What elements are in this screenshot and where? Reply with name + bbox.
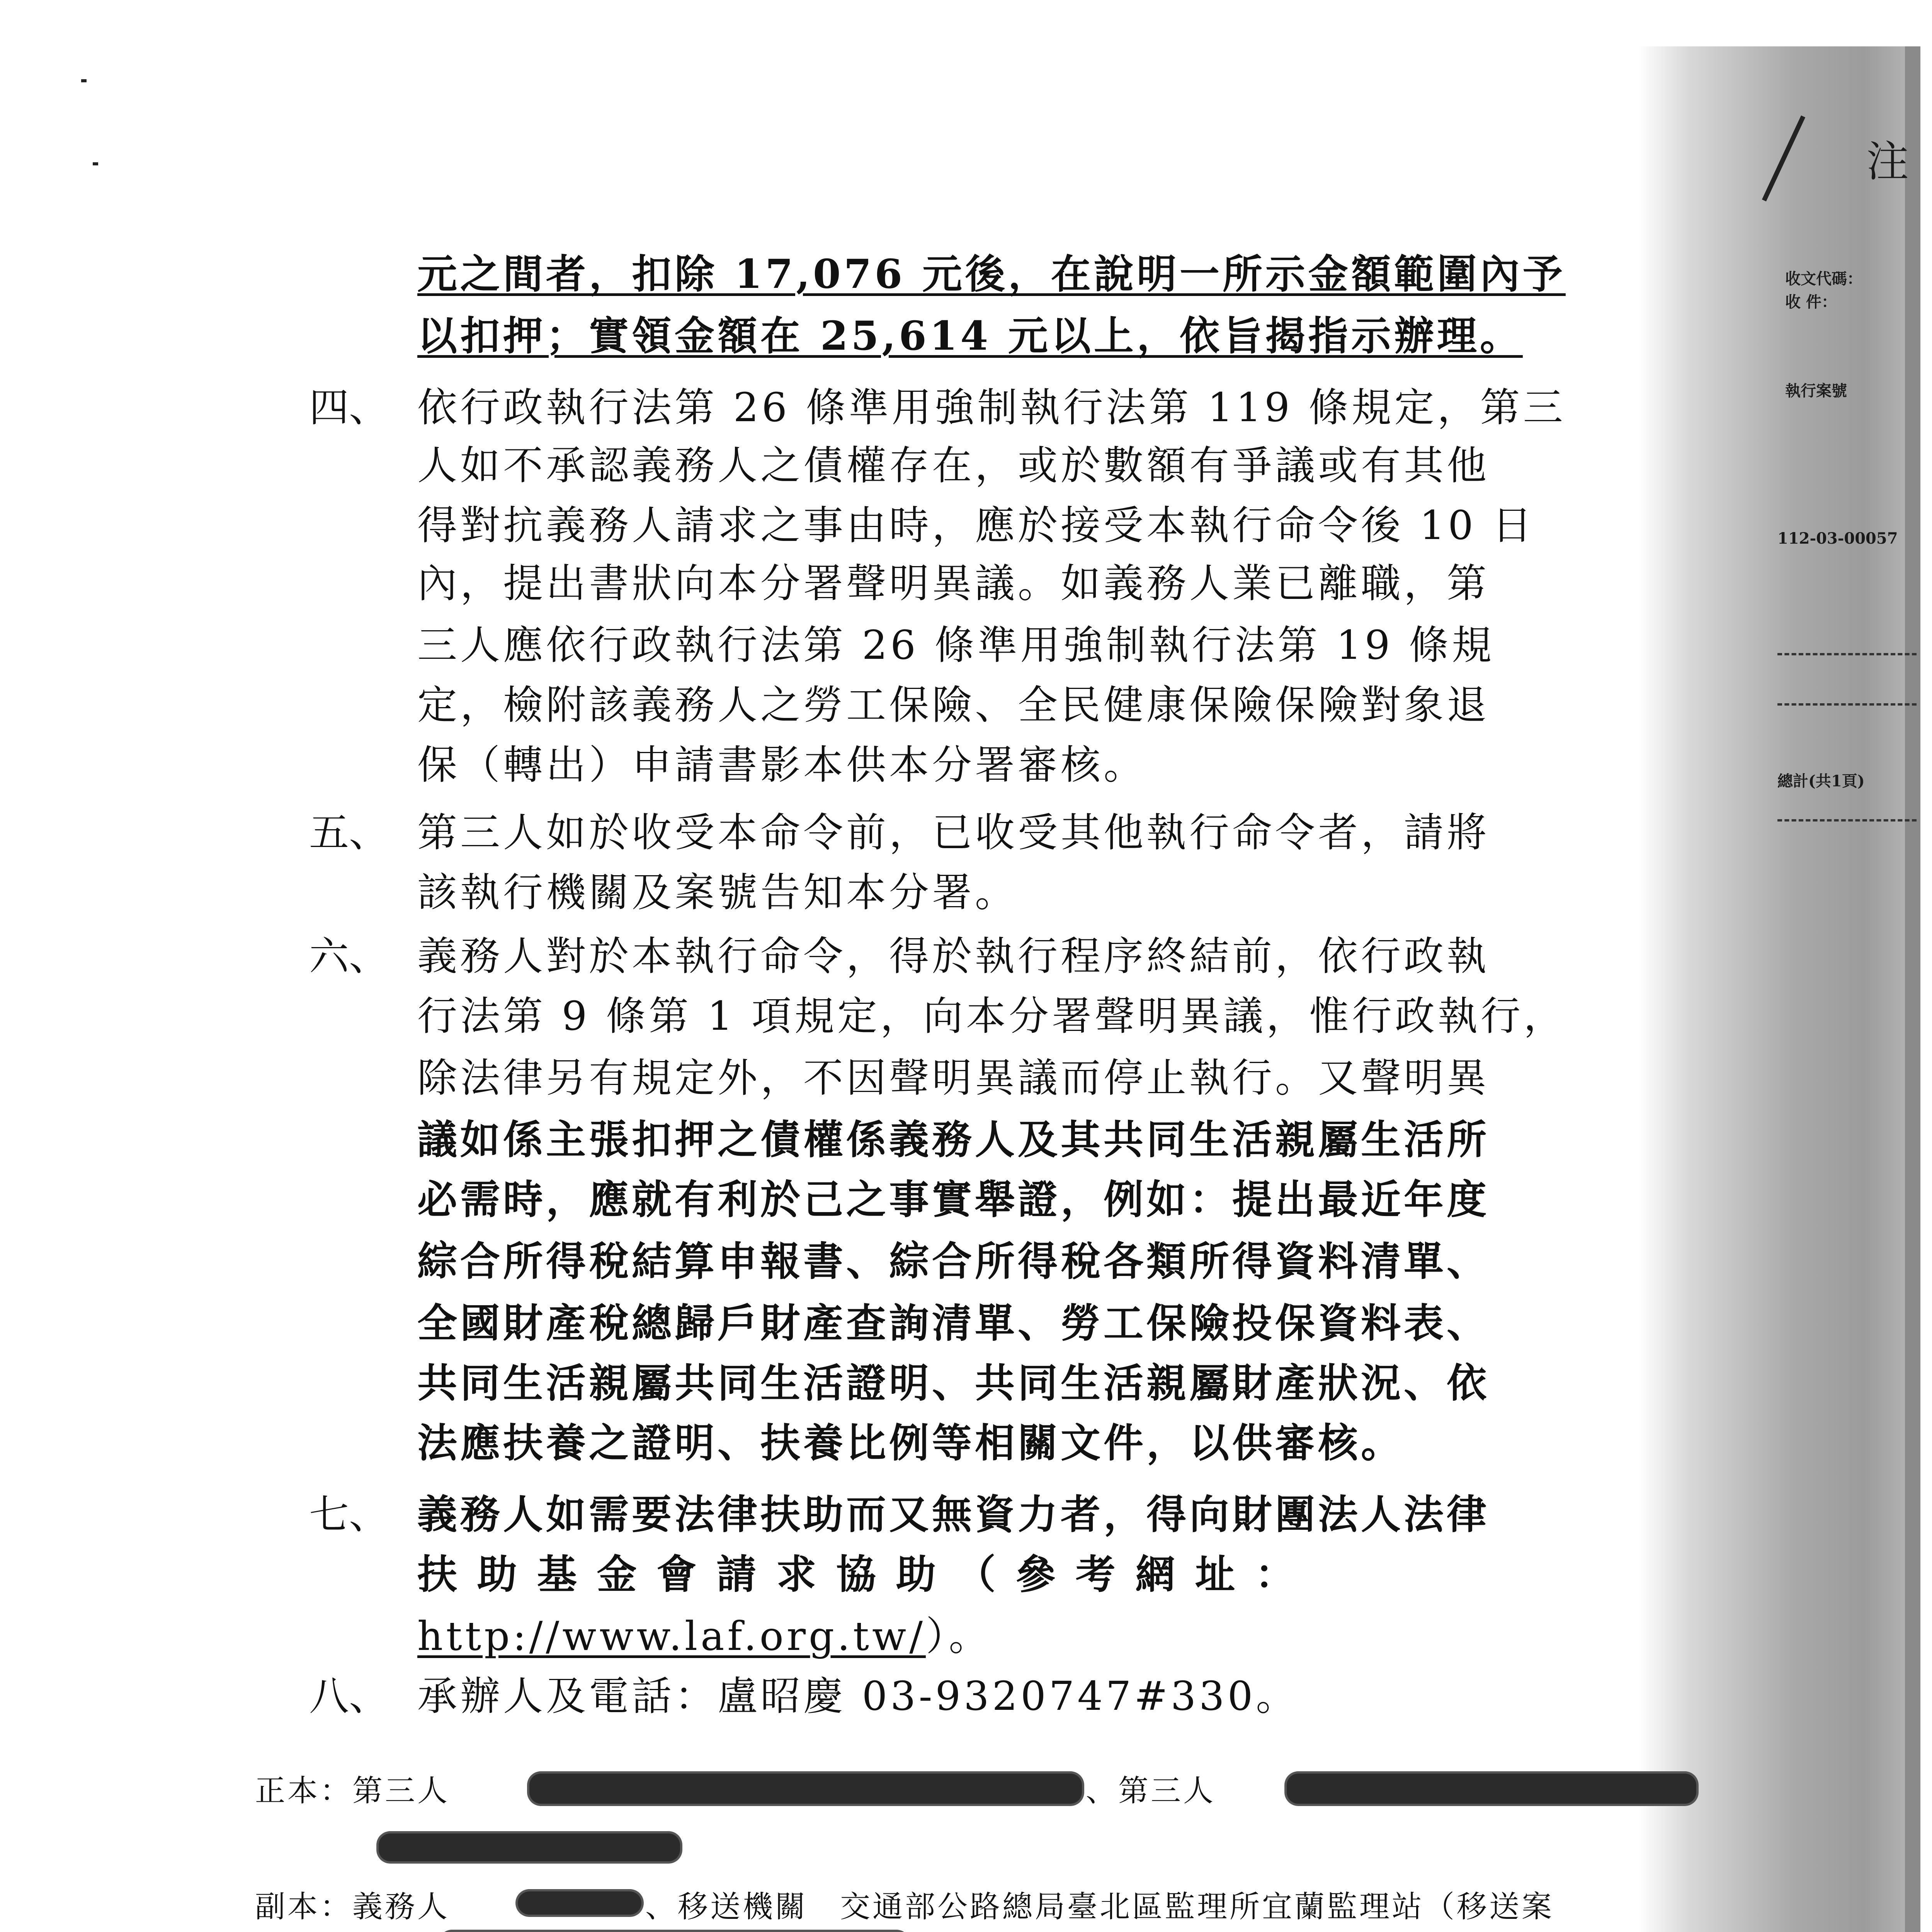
- binder-label-code: 收文代碼：: [1785, 270, 1862, 288]
- scan-speck: [81, 79, 87, 82]
- binder-case-no: 112-03-00057: [1777, 529, 1898, 548]
- binder-dashed-line-1: [1777, 653, 1917, 655]
- item-6-bold-line: 必需時，應就有利於己之事實舉證，例如：提出最近年度: [417, 1176, 1490, 1223]
- item-8-number: 八、: [309, 1673, 389, 1719]
- item-4-line: 得對抗義務人請求之事由時，應於接受本執行命令後 10 日: [417, 502, 1535, 549]
- item-6-number: 六、: [309, 933, 389, 980]
- item-6-bold-line: 綜合所得稅結算申報書、綜合所得稅各類所得資料清單、: [417, 1238, 1490, 1285]
- copy-recipient-label: 副本：義務人: [255, 1889, 450, 1924]
- item-4-line: 保（轉出）申請書影本供本分署審核。: [417, 742, 1146, 788]
- binder-edge: [1905, 46, 1920, 1932]
- item-7-number: 七、: [309, 1492, 389, 1538]
- item-7-end: ）。: [925, 1613, 992, 1660]
- item-6-bold-line: 全國財產稅總歸戶財產查詢清單、勞工保險投保資料表、: [417, 1300, 1490, 1347]
- item-6-line: 義務人對於本執行命令，得於執行程序終結前，依行政執: [417, 933, 1490, 980]
- original-recipient-label: 正本：第三人: [255, 1774, 450, 1808]
- item-4-line: 內，提出書狀向本分署聲明異議。如義務人業已離職，第: [417, 560, 1490, 607]
- redacted-obligor: [518, 1891, 641, 1915]
- copy-case-no-label: [379, 1928, 444, 1932]
- original-recipient-mid: 、第三人: [1086, 1774, 1216, 1808]
- redacted-third-party-2-cont: [379, 1833, 680, 1861]
- copy-recipient-mid: 、移送機關 交通部公路總局臺北區監理所宜蘭監理站（移送案: [645, 1889, 1554, 1924]
- item-7-line-1: 義務人如需要法律扶助而又無資力者，得向財團法人法律: [417, 1491, 1490, 1538]
- continuation-line-1: 元之間者，扣除 17,076 元後，在說明一所示金額範圍內予: [417, 251, 1566, 298]
- item-6-bold-line: 共同生活親屬共同生活證明、共同生活親屬財產狀況、依: [417, 1360, 1490, 1406]
- binder-label-total: 總計(共1頁): [1777, 772, 1865, 790]
- binder-dashed-line-2: [1777, 703, 1917, 706]
- binder-dashed-line-3: [1777, 819, 1917, 821]
- item-4-line: 定，檢附該義務人之勞工保險、全民健康保險保險對象退: [417, 682, 1490, 728]
- binder-corner-text: 注: [1866, 137, 1909, 186]
- item-6-bold-line: 法應扶養之證明、扶養比例等相關文件，以供審核。: [417, 1420, 1404, 1466]
- binder-label-item: 收 件：: [1785, 293, 1837, 311]
- item-5-line: 第三人如於收受本命令前，已收受其他執行命令者，請將: [417, 810, 1490, 856]
- item-4-line: 依行政執行法第 26 條準用強制執行法第 119 條規定，第三: [417, 384, 1566, 431]
- item-6-line: 除法律另有規定外，不因聲明異議而停止執行。又聲明異: [417, 1055, 1490, 1101]
- scan-speck: [93, 162, 98, 165]
- item-4-line: 人如不承認義務人之債權存在，或於數額有爭議或有其他: [417, 442, 1490, 489]
- copy-case-no-end: [912, 1928, 944, 1932]
- continuation-line-2: 以扣押；實領金額在 25,614 元以上，依旨揭指示辦理。: [417, 313, 1523, 359]
- item-5-line: 該執行機關及案號告知本分署。: [417, 869, 1018, 916]
- item-5-number: 五、: [309, 810, 389, 856]
- item-6-line: 行法第 9 條第 1 項規定，向本分署聲明異議，惟行政執行，: [417, 993, 1567, 1039]
- item-4-line: 三人應依行政執行法第 26 條準用強制執行法第 19 條規: [417, 622, 1495, 668]
- item-4-number: 四、: [309, 384, 389, 431]
- binder-label-exec: 執行案號: [1785, 382, 1847, 400]
- redacted-third-party-2: [1287, 1774, 1696, 1804]
- item-7-line-2: 扶 助 基 金 會 請 求 協 助 （ 參 考 網 址 ：: [417, 1551, 1298, 1598]
- redacted-third-party-1: [529, 1774, 1082, 1804]
- item-6-bold-line: 議如係主張扣押之債權係義務人及其共同生活親屬生活所: [417, 1116, 1490, 1163]
- item-8-line: 承辦人及電話：盧昭慶 03-9320747#330。: [417, 1673, 1299, 1719]
- binder-strip: [1638, 46, 1920, 1932]
- laf-url-link[interactable]: http://www.laf.org.tw/: [417, 1613, 926, 1660]
